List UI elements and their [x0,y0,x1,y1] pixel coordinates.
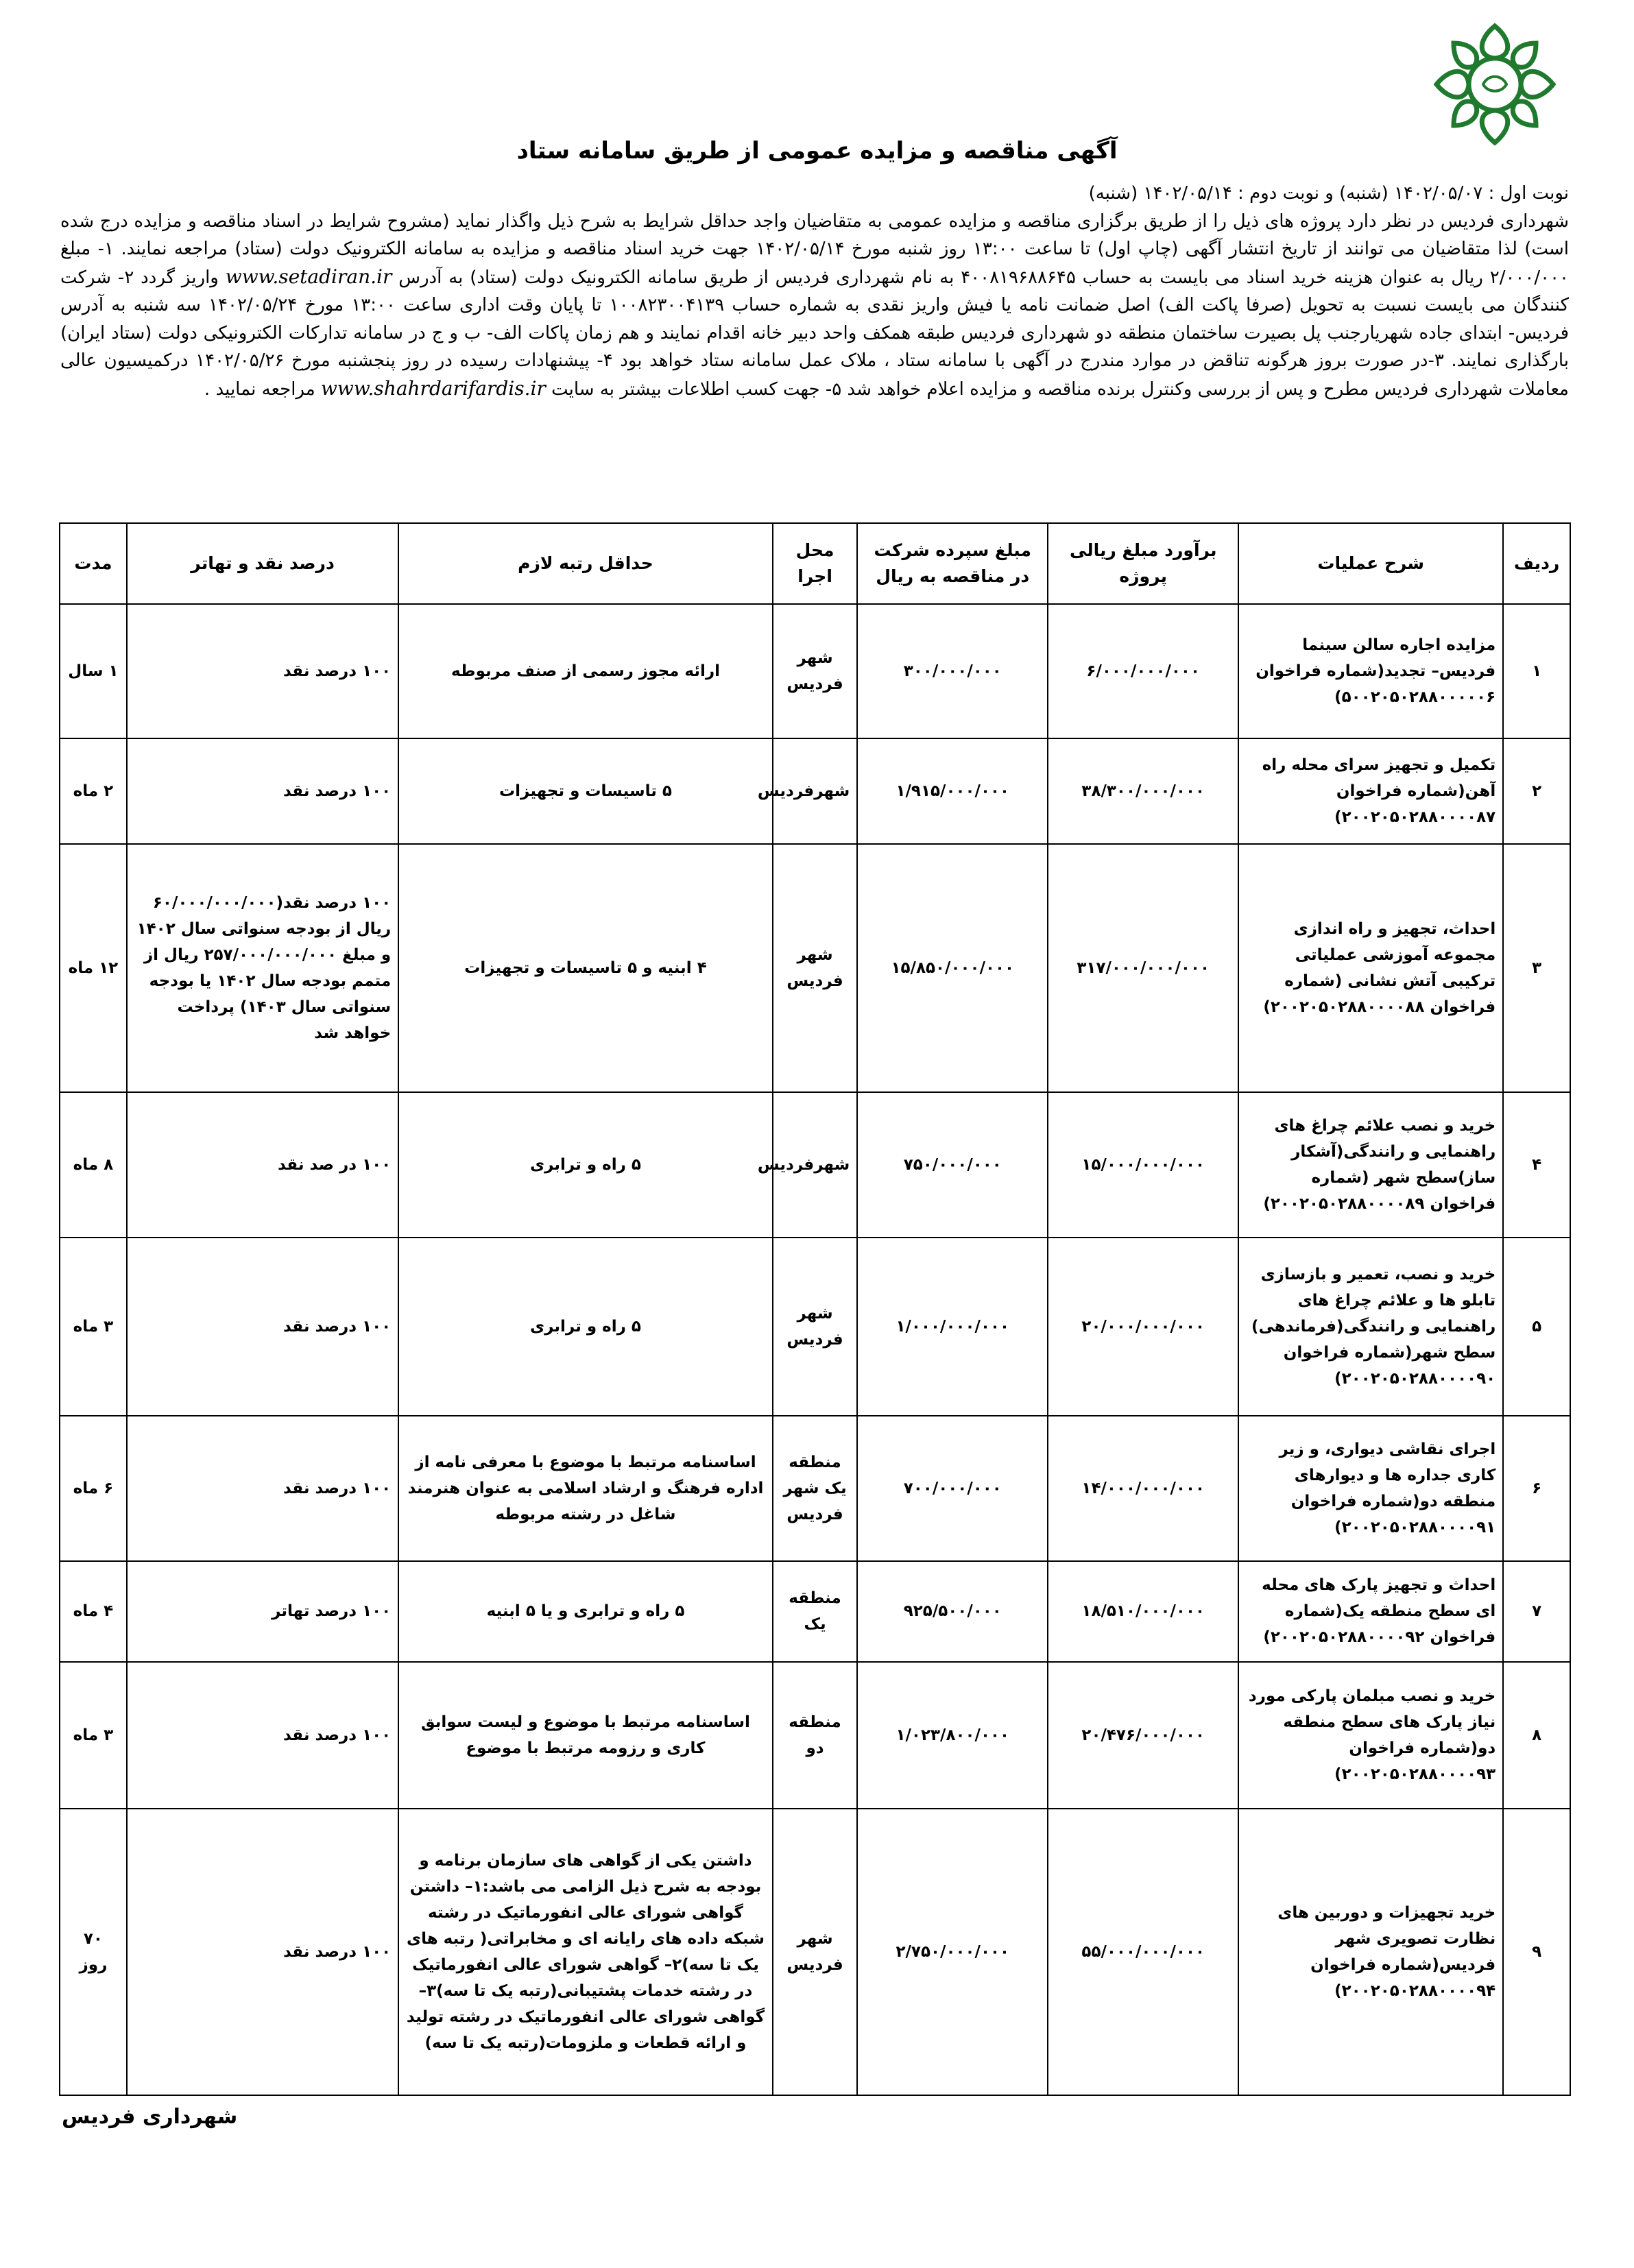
cell-deposit: ۱/۰۲۳/۸۰۰/۰۰۰ [857,1662,1048,1809]
table-header-row [60,523,1570,604]
cell-estimate: ۳۸/۳۰۰/۰۰۰/۰۰۰ [1048,738,1238,845]
cell-grade: ۵ راه و ترابری [398,1092,773,1238]
cell-description: احداث، تجهیز و راه اندازی مجموعه آموزشی عملیاتی ترکیبی آتش نشانی (شماره فراخوان ۲۰۰۲۰۵۰۲۸۸۰۰۰۰۸۸) [1238,844,1503,1092]
cell-deposit: ۷۵۰/۰۰۰/۰۰۰ [857,1092,1048,1238]
table-row [60,1092,1570,1238]
cell-estimate: ۲۰/۰۰۰/۰۰۰/۰۰۰ [1048,1238,1238,1416]
cell-description: خرید و نصب، تعمیر و بازسازی تابلو ها و علائم چراغ های راهنمایی و رانندگی(فرماندهی) سطح شهر(شماره فراخوان ۲۰۰۲۰۵۰۲۸۸۰۰۰۰۹۰) [1238,1238,1503,1416]
cell-row-number: ۷ [1503,1561,1570,1663]
cell-location: شهرفردیس [773,1092,858,1238]
cell-duration: ۷۰ روز [60,1809,127,2095]
header-estimate: برآورد مبلغ ریالی پروژه [1048,523,1238,604]
header-deposit: مبلغ سپرده شرکت در مناقصه به ریال [857,523,1048,604]
footer-signature: شهرداری فردیس [62,2105,238,2129]
notice-body-part-3: مراجعه نمایید . [204,378,315,400]
setad-url-link[interactable]: www.setadiran.ir [225,265,392,288]
cell-payment: ۱۰۰ درصد تهاتر [127,1561,398,1663]
cell-estimate: ۱۵/۰۰۰/۰۰۰/۰۰۰ [1048,1092,1238,1238]
cell-grade: اساسنامه مرتبط با موضوع و لیست سوابق کاری و رزومه مرتبط با موضوع [398,1662,773,1809]
cell-estimate: ۵۵/۰۰۰/۰۰۰/۰۰۰ [1048,1809,1238,2095]
cell-location: شهر فردیس [773,1238,858,1416]
header-location: محل اجرا [773,523,858,604]
table-row [60,1561,1570,1663]
cell-estimate: ۲۰/۴۷۶/۰۰۰/۰۰۰ [1048,1662,1238,1809]
notice-body-part-2: واریز گردد ۲- شرکت کنندگان می بایست نسبت به تحویل (صرفا پاکت الف) اصل ضمانت نامه یا فیش واریز نقدی به شماره حساب ۱۰۰۸۲۳۰۰۴۱۳۹ تا پایان وقت اداری ساعت ۱۳:۰۰ مورخ ۱۴۰۲/۰۵/۲۴ سه شنبه به آدرس فردیس- ابتدای جاده شهریارجنب پل بصیرت ساختمان منطقه دو شهرداری فردیس طبقه همکف واحد دبیر خانه اقدام نمایند و هم زمان پاکات الف- ب و ج در سامانه تدارکات الکترونیکی دولت (ستاد ایران) بارگذاری نمایند. ۳-در صورت بروز هرگونه تناقض در موارد مندرج در آگهی با سامانه ستاد ، ملاک عمل سامانه ستاد خواهد بود ۴- پیشنهادات رسیده در روز پنجشنبه مورخ ۱۴۰۲/۰۵/۲۶ درکمیسیون عالی معاملات شهرداری فردیس مطرح و پس از بررسی وکنترل برنده مناقصه و مزایده اعلام خواهد شد ۵- جهت کسب اطلاعات بیشتر به سایت [60,267,1570,400]
cell-description: مزایده اجاره سالن سینما فردیس– تجدید(شماره فراخوان ۵۰۰۲۰۵۰۲۸۸۰۰۰۰۰۶) [1238,604,1503,738]
table-row [60,604,1570,738]
cell-grade: ۴ ابنیه و ۵ تاسیسات و تجهیزات [398,844,773,1092]
cell-deposit: ۷۰۰/۰۰۰/۰۰۰ [857,1416,1048,1561]
cell-estimate: ۳۱۷/۰۰۰/۰۰۰/۰۰۰ [1048,844,1238,1092]
cell-duration: ۱ سال [60,604,127,738]
cell-row-number: ۱ [1503,604,1570,738]
table-row [60,1416,1570,1561]
cell-deposit: ۱/۹۱۵/۰۰۰/۰۰۰ [857,738,1048,845]
notice-text [60,180,1569,403]
cell-row-number: ۲ [1503,738,1570,845]
cell-location: شهر فردیس [773,1809,858,2095]
header-duration: مدت [60,523,127,604]
cell-description: خرید تجهیزات و دوربین های نظارت تصویری شهر فردیس(شماره فراخوان ۲۰۰۲۰۵۰۲۸۸۰۰۰۰۹۴) [1238,1809,1503,2095]
cell-location: شهر فردیس [773,844,858,1092]
cell-description: خرید و نصب علائم چراغ های راهنمایی و رانندگی(آشکار ساز)سطح شهر (شماره فراخوان ۲۰۰۲۰۵۰۲۸۸۰۰۰۰۸۹) [1238,1092,1503,1238]
cell-description: خرید و نصب مبلمان پارکی مورد نیاز پارک های سطح منطقه دو(شماره فراخوان ۲۰۰۲۰۵۰۲۸۸۰۰۰۰۹۳) [1238,1662,1503,1809]
municipality-url-link[interactable]: www.shahrdarifardis.ir [320,376,546,400]
cell-estimate: ۱۴/۰۰۰/۰۰۰/۰۰۰ [1048,1416,1238,1561]
cell-grade: داشتن یکی از گواهی های سازمان برنامه و بودجه به شرح ذیل الزامی می باشد:۱– داشتن گواهی شورای عالی انفورماتیک در رشته شبکه داده های رایانه ای و مخابراتی( رتبه های یک تا سه)۲– گواهی شورای عالی انفورماتیک در رشته خدمات پشتیبانی(رتبه یک تا سه)۳– گواهی شورای عالی انفورماتیک در رشته تولید و ارائه قطعات و ملزومات(رتبه یک تا سه) [398,1809,773,2095]
cell-payment: ۱۰۰ درصد نقد [127,1238,398,1416]
notice-body [60,208,1569,404]
table-row [60,738,1570,845]
cell-location: منطقه یک شهر فردیس [773,1416,858,1561]
cell-deposit: ۱۵/۸۵۰/۰۰۰/۰۰۰ [857,844,1048,1092]
table-row [60,844,1570,1092]
cell-duration: ۲ ماه [60,738,127,845]
notice-dates: نوبت اول : ۱۴۰۲/۰۵/۰۷ (شنبه) و نوبت دوم : ۱۴۰۲/۰۵/۱۴ (شنبه) [1088,183,1569,204]
header-description: شرح عملیات [1238,523,1503,604]
header-payment: درصد نقد و تهاتر [127,523,398,604]
cell-deposit: ۱/۰۰۰/۰۰۰/۰۰۰ [857,1238,1048,1416]
cell-grade: اساسنامه مرتبط با موضوع با معرفی نامه از اداره فرهنگ و ارشاد اسلامی به عنوان هنرمند شاغل در رشته مربوطه [398,1416,773,1561]
cell-deposit: ۹۲۵/۵۰۰/۰۰۰ [857,1561,1048,1663]
cell-description: اجرای نقاشی دیواری، و زیر کاری جداره ها و دیوارهای منطقه دو(شماره فراخوان ۲۰۰۲۰۵۰۲۸۸۰۰۰۰۹۱) [1238,1416,1503,1561]
cell-payment: ۱۰۰ در صد نقد [127,1092,398,1238]
cell-duration: ۸ ماه [60,1092,127,1238]
cell-location: منطقه دو [773,1662,858,1809]
cell-row-number: ۸ [1503,1662,1570,1809]
header-grade: حداقل رتبه لازم [398,523,773,604]
cell-row-number: ۴ [1503,1092,1570,1238]
cell-description: احداث و تجهیز پارک های محله ای سطح منطقه یک(شماره فراخوان ۲۰۰۲۰۵۰۲۸۸۰۰۰۰۹۲) [1238,1561,1503,1663]
cell-location: شهر فردیس [773,604,858,738]
cell-row-number: ۳ [1503,844,1570,1092]
cell-grade: ارائه مجوز رسمی از صنف مربوطه [398,604,773,738]
cell-payment: ۱۰۰ درصد نقد [127,1662,398,1809]
cell-payment: ۱۰۰ درصد نقد [127,1809,398,2095]
header-row-number: ردیف [1503,523,1570,604]
cell-estimate: ۶/۰۰۰/۰۰۰/۰۰۰ [1048,604,1238,738]
cell-payment: ۱۰۰ درصد نقد [127,1416,398,1561]
cell-deposit: ۳۰۰/۰۰۰/۰۰۰ [857,604,1048,738]
cell-row-number: ۶ [1503,1416,1570,1561]
cell-location: شهرفردیس [773,738,858,845]
cell-duration: ۴ ماه [60,1561,127,1663]
cell-payment: ۱۰۰ درصد نقد(۶۰/۰۰۰/۰۰۰/۰۰۰ ریال از بودجه سنواتی سال ۱۴۰۲ و مبلغ ۲۵۷/۰۰۰/۰۰۰/۰۰۰ ریال از متمم بودجه سال ۱۴۰۲ یا بودجه سنواتی سال ۱۴۰۳) پرداخت خواهد شد [127,844,398,1092]
table-row [60,1662,1570,1809]
page-title: آگهی مناقصه و مزایده عمومی از طریق سامانه ستاد [516,137,1118,165]
cell-grade: ۵ راه و ترابری و یا ۵ ابنیه [398,1561,773,1663]
cell-grade: ۵ راه و ترابری [398,1238,773,1416]
cell-duration: ۳ ماه [60,1662,127,1809]
cell-duration: ۱۲ ماه [60,844,127,1092]
cell-description: تکمیل و تجهیز سرای محله راه آهن(شماره فراخوان ۲۰۰۲۰۵۰۲۸۸۰۰۰۰۸۷) [1238,738,1503,845]
cell-duration: ۶ ماه [60,1416,127,1561]
cell-estimate: ۱۸/۵۱۰/۰۰۰/۰۰۰ [1048,1561,1238,1663]
cell-row-number: ۵ [1503,1238,1570,1416]
cell-grade: ۵ تاسیسات و تجهیزات [398,738,773,845]
table-row [60,1238,1570,1416]
notice-body-part-1: شهرداری فردیس در نظر دارد پروژه های ذیل را از طریق برگزاری مناقصه و مزایده عمومی به متقاضیان واجد حداقل شرایط به شرح ذیل واگذار نماید (مشروح شرایط در اسناد مناقصه و مزایده درج شده است) لذا متقاضیان می توانند از تاریخ انتشار آگهی (چاپ اول) تا ساعت ۱۳:۰۰ روز شنبه مورخ ۱۴۰۲/۰۵/۱۴ جهت خرید اسناد مناقصه و مزایده به سامانه الکترونیک دولت (ستاد) مراجعه نمایند. ۱- مبلغ ۲/۰۰۰/۰۰۰ ریال به عنوان هزینه خرید اسناد می بایست به حساب ۴۰۰۸۱۹۶۸۸۶۴۵ به نام شهرداری فردیس از طریق سامانه الکترونیک دولت (ستاد) به آدرس [60,210,1570,288]
cell-duration: ۳ ماه [60,1238,127,1416]
cell-row-number: ۹ [1503,1809,1570,2095]
cell-payment: ۱۰۰ درصد نقد [127,604,398,738]
cell-payment: ۱۰۰ درصد نقد [127,738,398,845]
cell-location: منطقه یک [773,1561,858,1663]
municipality-logo [1430,19,1560,149]
tender-table [59,522,1571,2096]
municipality-seal-icon [1430,19,1560,149]
cell-deposit: ۲/۷۵۰/۰۰۰/۰۰۰ [857,1809,1048,2095]
table-row [60,1809,1570,2095]
